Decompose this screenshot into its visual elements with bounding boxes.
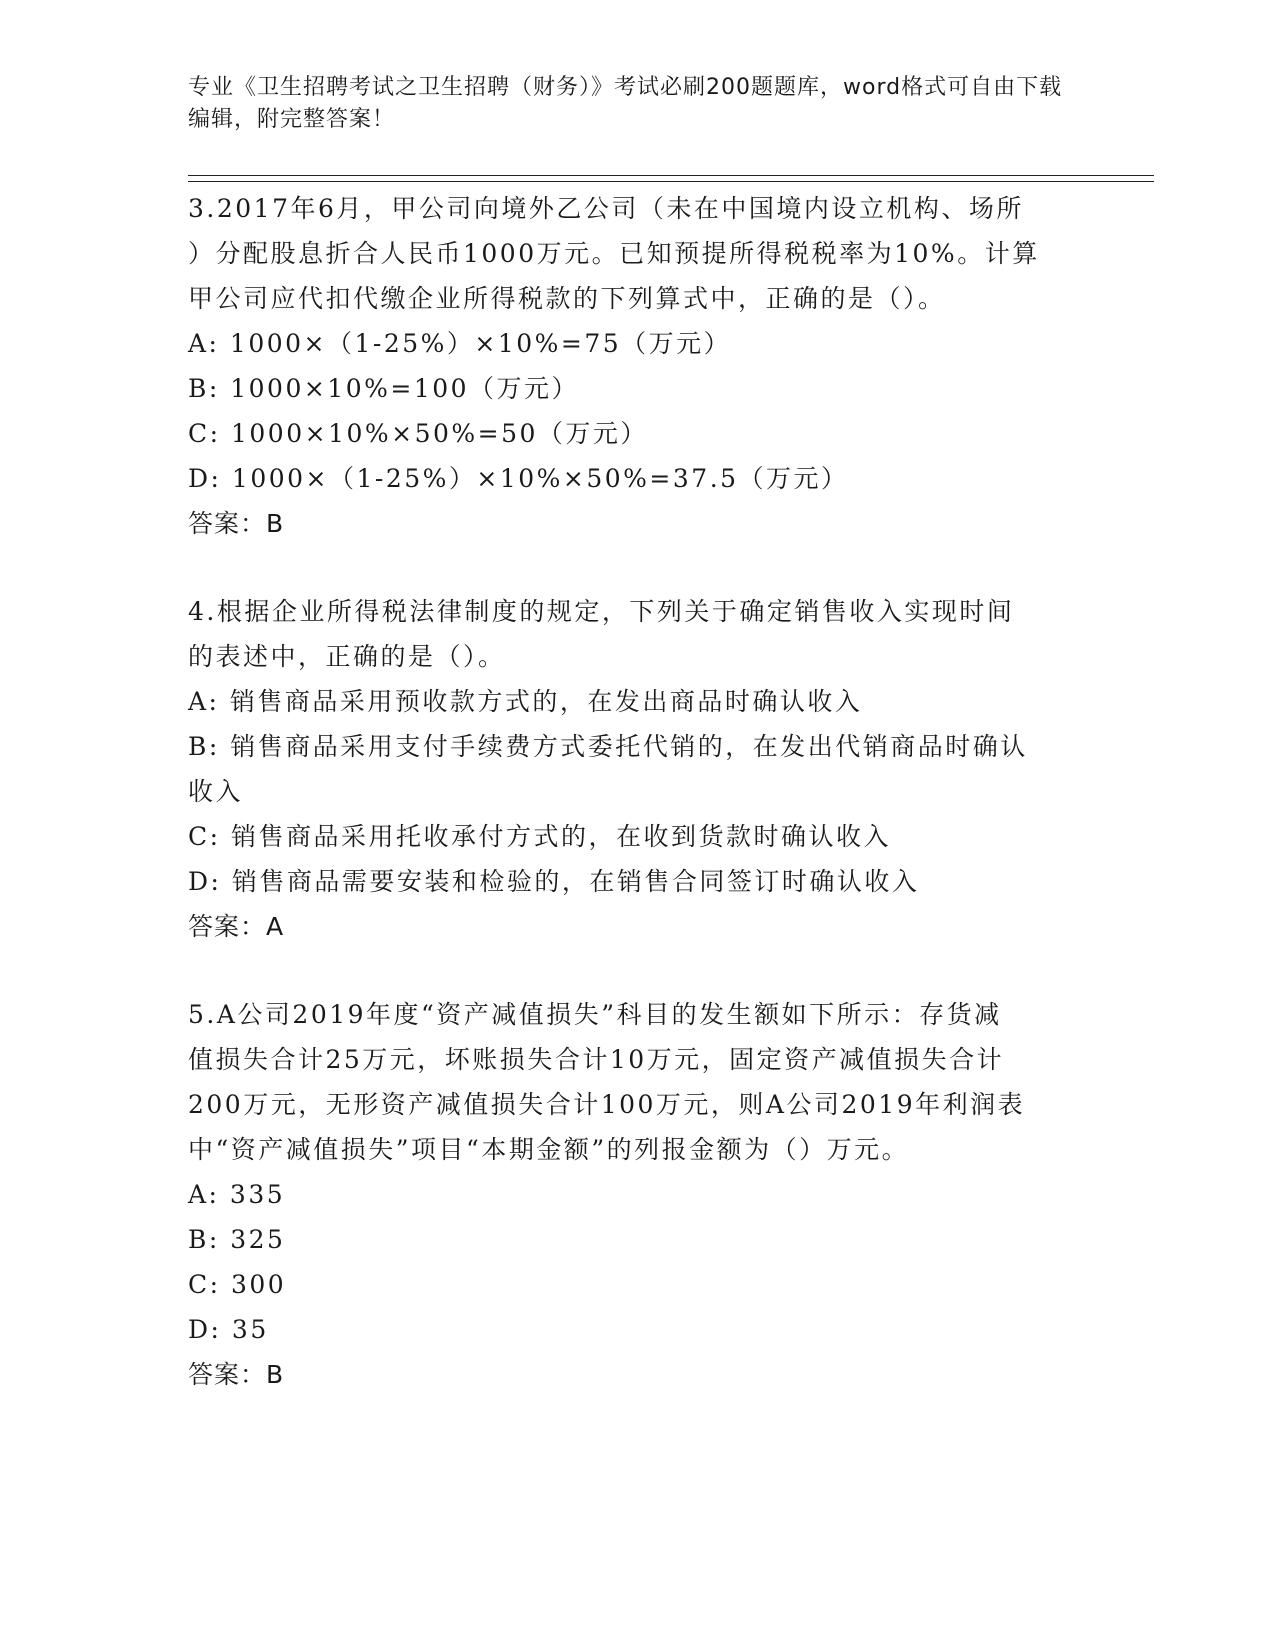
option-a: A: 335 [188,1180,286,1209]
question-stem-line: ）分配股息折合人民币1000万元。已知预提所得税税率为10%。计算 [188,239,1040,268]
question-stem-line: 的表述中，正确的是（）。 [188,642,506,671]
option-b-continued: 收入 [188,777,244,806]
option-b: B: 销售商品采用支付手续费方式委托代销的，在发出代销商品时确认 [188,732,1028,761]
question-list [188,186,1088,1440]
question-stem-line: 200万元，无形资产减值损失合计100万元，则A公司2019年利润表 [188,1090,1026,1119]
option-d: D: 1000×（1-25%）×10%×50%=37.5（万元） [188,464,849,493]
question-3 [188,186,1088,546]
option-d: D: 35 [188,1315,269,1344]
question-stem-line: 5.A公司2019年度“资产减值损失”科目的发生额如下所示：存货减 [188,1000,1002,1029]
question-4 [188,589,1088,949]
question-stem-line: 甲公司应代扣代缴企业所得税款的下列算式中，正确的是（）。 [188,284,946,313]
question-5 [188,992,1088,1397]
option-b: B: 1000×10%=100（万元） [188,374,580,403]
header-divider-top [188,175,1154,176]
option-c: C: 1000×10%×50%=50（万元） [188,419,648,448]
answer-label: 答案：A [188,912,285,941]
header-divider-bottom [188,181,1154,182]
question-stem-line: 中“资产减值损失”项目“本期金额”的列报金额为（）万元。 [188,1135,910,1164]
option-b: B: 325 [188,1225,286,1254]
option-d: D: 销售商品需要安装和检验的，在销售合同签订时确认收入 [188,867,920,896]
option-c: C: 300 [188,1270,287,1299]
document-header: 专业《卫生招聘考试之卫生招聘（财务）》考试必刷200题题库，word格式可自由下载编辑，附完整答案！ [188,75,1063,132]
option-c: C: 销售商品采用托收承付方式的，在收到货款时确认收入 [188,822,892,851]
question-stem-line: 3.2017年6月，甲公司向境外乙公司（未在中国境内设立机构、场所 [188,194,1024,223]
answer-label: 答案：B [188,509,285,538]
answer-label: 答案：B [188,1360,285,1389]
option-a: A: 1000×（1-25%）×10%=75（万元） [188,329,732,358]
option-a: A: 销售商品采用预收款方式的，在发出商品时确认收入 [188,687,863,716]
question-stem-line: 4.根据企业所得税法律制度的规定，下列关于确定销售收入实现时间 [188,597,1015,626]
question-stem-line: 值损失合计25万元，坏账损失合计10万元，固定资产减值损失合计 [188,1045,1005,1074]
